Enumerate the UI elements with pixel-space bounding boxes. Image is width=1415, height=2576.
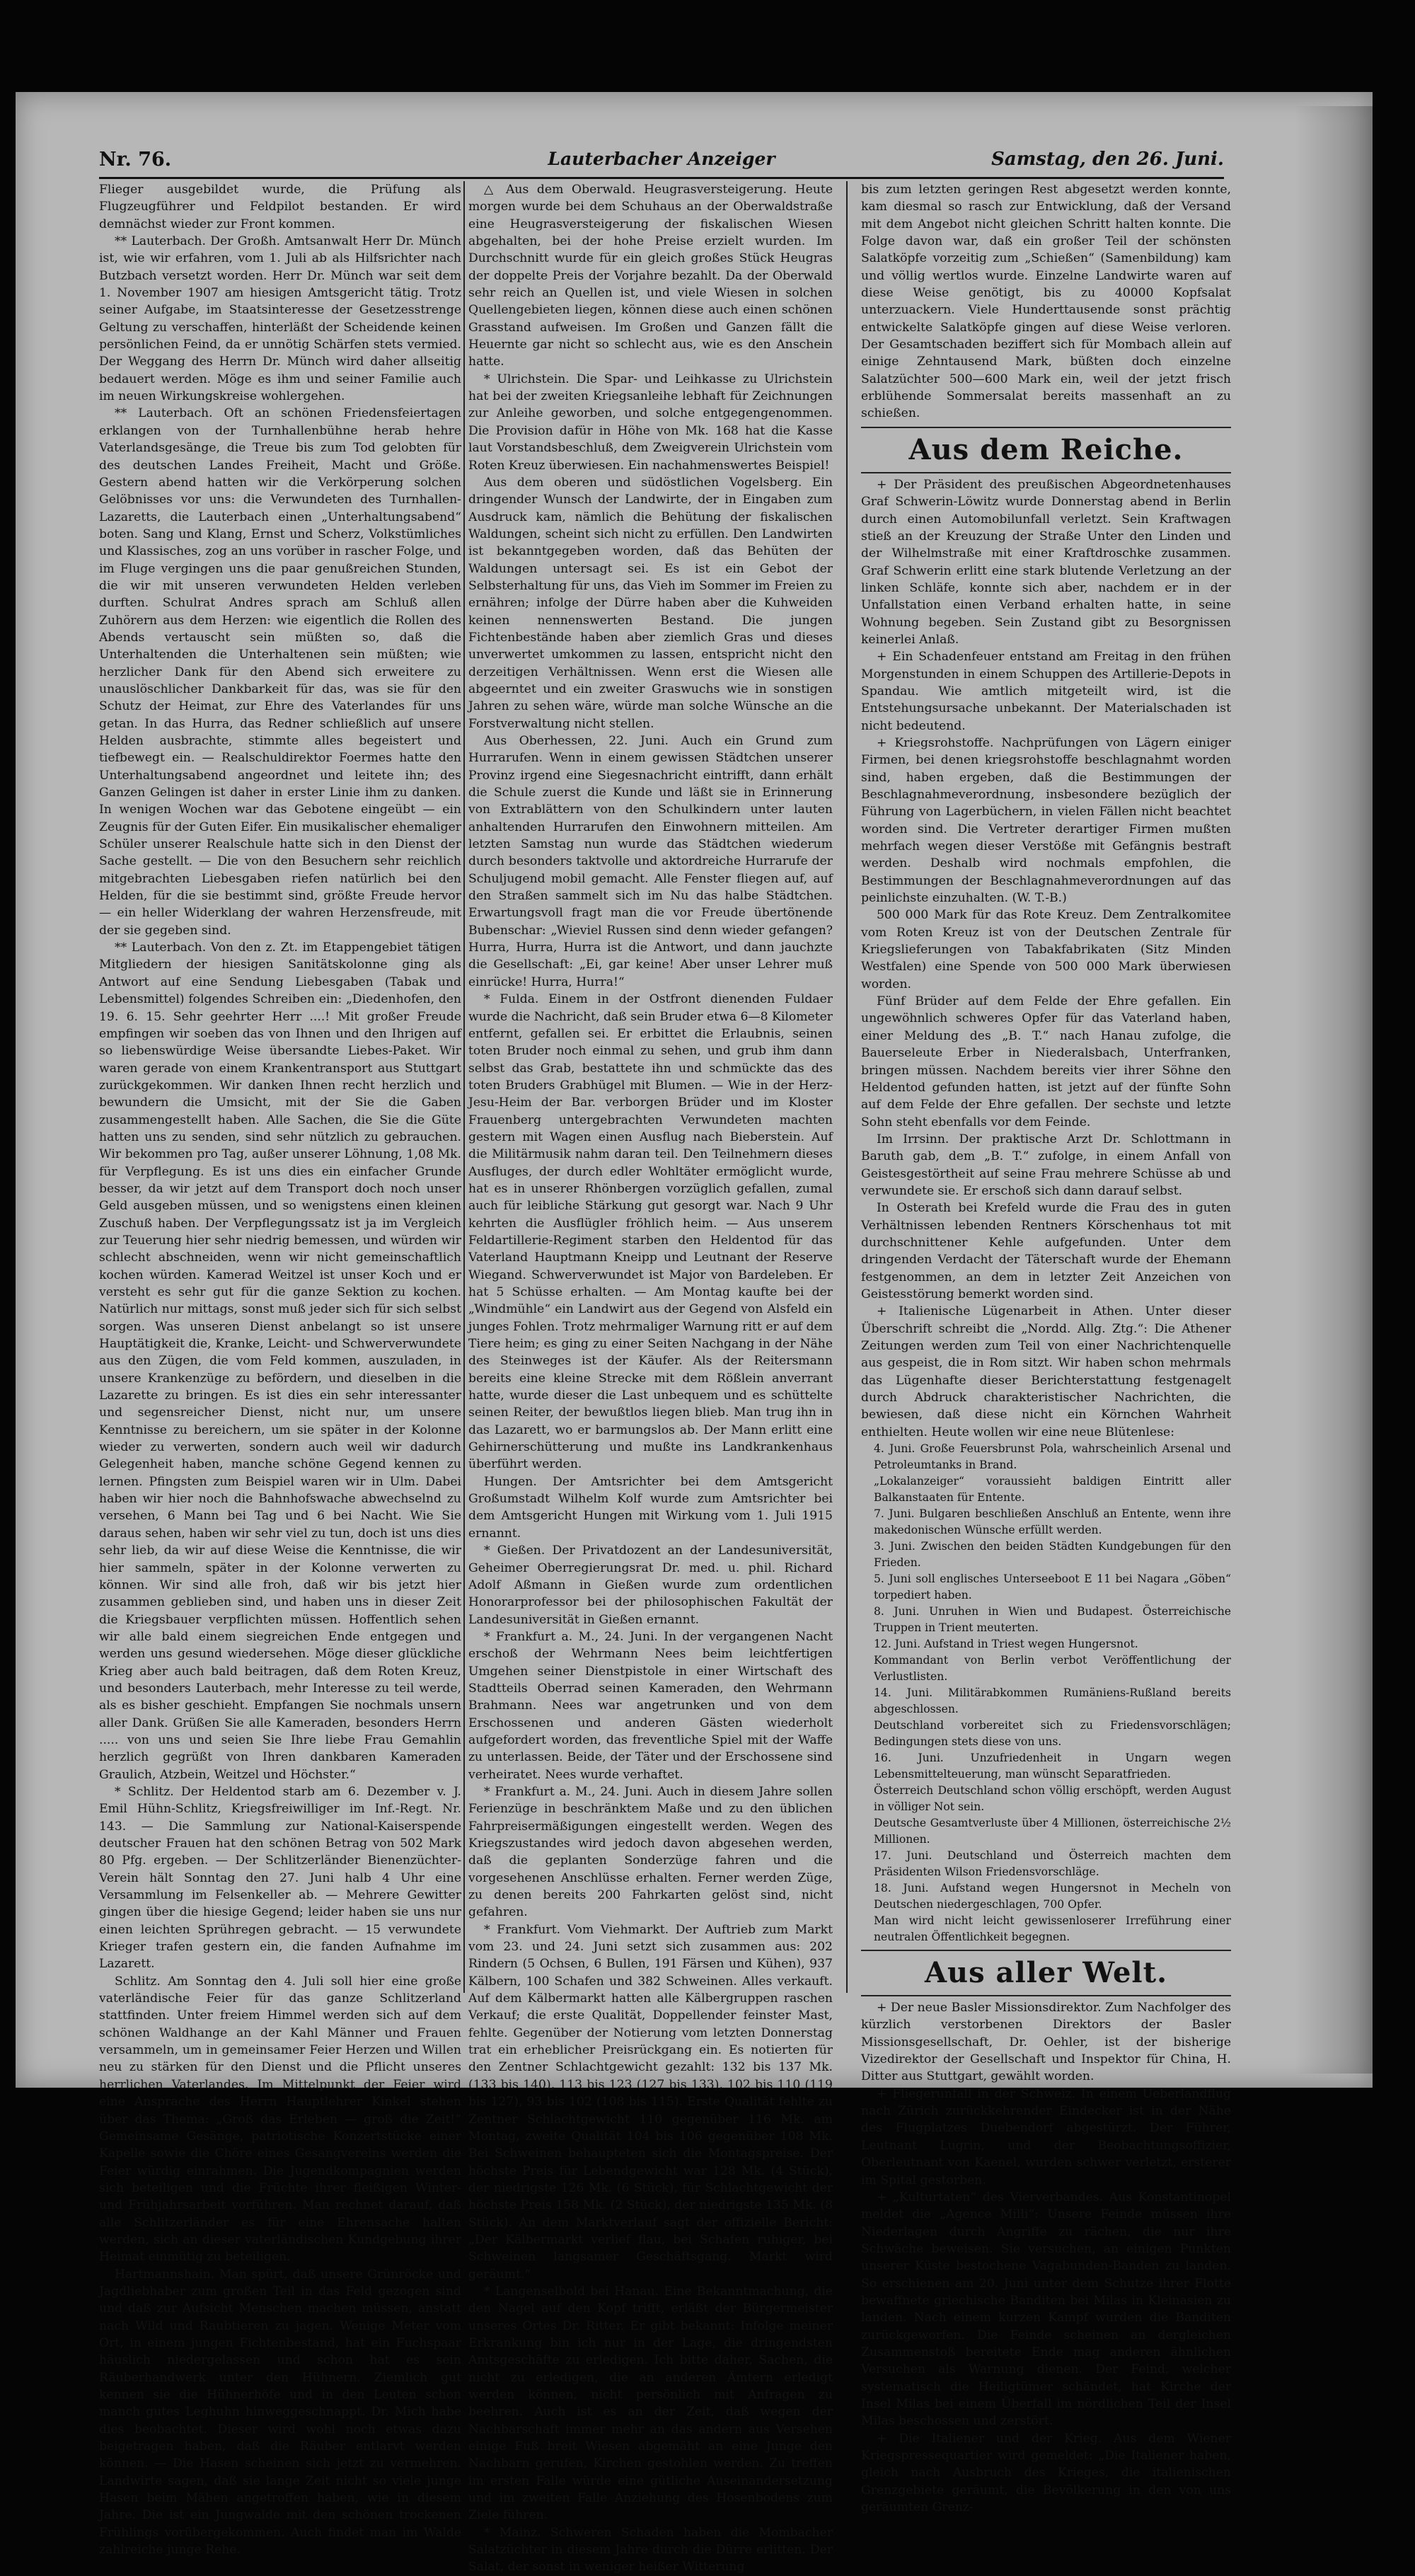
list-item: Kommandant von Berlin verbot Veröffentlichung der Verlustlisten. — [874, 1654, 1231, 1684]
article: * Ulrichstein. Die Spar- und Leihkasse zu Ulrichstein hat bei der zweiten Kriegsanleihe lebhaft für Zeichnungen zur Anleihe geworben, und solche entgegengenommen. Die Provision dafür in Höhe von Mk. 168 hat die Kasse laut Vorstandsbeschluß, dem Zweigverein Ulrichstein vom Roten Kreuz überwiesen. Ein nachahmenswertes Beispiel! — [468, 372, 833, 473]
issue-date: Samstag, den 26. Juni. — [991, 149, 1224, 170]
list-item: 16. Juni. Unzufriedenheit in Ungarn wegen Lebensmittelteuerung, man wünscht Separatfrieden. — [874, 1752, 1231, 1781]
article: Hungen. Der Amtsrichter bei dem Amtsgericht Großumstadt Wilhelm Kolf wurde zum Amtsrichter bei dem Amtsgericht Hungen mit Wirkung vom 1. Juli 1915 ernannt. — [468, 1474, 833, 1541]
article: * Gießen. Der Privatdozent an der Landesuniversität, Geheimer Oberregierungsrat Dr. med. u. phil. Richard Adolf Aßmann in Gießen wurde zum ordentlichen Honorarprofessor bei der philosophischen Fakultät der Landesuniversität in Gießen ernannt. — [468, 1543, 833, 1627]
article: + Kriegsrohstoffe. Nachprüfungen von Lägern einiger Firmen, bei denen kriegsrohstoffe beschlagnahmt worden sind, haben ergeben, daß die Bestimmungen der Beschlagnahmeverordnung, insbesondere bezüglich der Führung von Lagerbüchern, in vielen Fällen nicht beachtet worden sind. Die Vertreter derartiger Firmen mußten mehrfach wegen dieser Verstöße mit Gefängnis bestraft werden. Deshalb wird nochmals empfohlen, die Bestimmungen der Beschlagnahmeverordnungen auf das peinlichste einzuhalten. (W. T.-B.) — [861, 735, 1231, 906]
article: + Die Italiener und der Krieg. Aus dem Wiener Kriegspressequartier wird gemeldet: „Die Italiener haben, gleich nach Ausbruch des Krieges, die italienischen Grenzgebiete geräumt, die Bevölkerung in den von uns geräumten Grenz- — [861, 2431, 1231, 2515]
list-item: Österreich Deutschland schon völlig erschöpft, werden August in völliger Not sein. — [874, 1784, 1231, 1814]
section-heading-reich: Aus dem Reiche. — [861, 427, 1231, 473]
list-item: 12. Juni. Aufstand in Triest wegen Hungersnot. — [874, 1638, 1138, 1651]
article: Flieger ausgebildet wurde, die Prüfung als Flugzeugführer und Feldpilot bestanden. Er wird demnächst wieder zur Front kommen. — [99, 183, 461, 231]
article: * Frankfurt a. M., 24. Juni. Auch in diesem Jahre sollen Ferienzüge in beschränktem Maße und zu den üblichen Fahrpreisermäßigungen eingestellt werden. Wegen des Kriegszustandes wird jedoch davon abgesehen werden, daß die geplanten Sonderzüge fahren und die vorgesehenen Anschlüsse erhalten. Ferner werden Züge, zu denen bereits 200 Fahrkarten gelöst sind, nicht gefahren. — [468, 1784, 833, 1920]
list-item: 18. Juni. Aufstand wegen Hungersnot in Mecheln von Deutschen niedergeschlagen, 700 Opfer. — [874, 1882, 1231, 1911]
article: ** Lauterbach. Der Großh. Amtsanwalt Herr Dr. Münch ist, wie wir erfahren, vom 1. Juli ab als Hilfsrichter nach Butzbach versetzt worden. Herr Dr. Münch war seit dem 1. November 1907 am hiesigen Amtsgericht tätig. Trotz seiner Aufgabe, im Staatsinteresse der Gesetzesstrenge Geltung zu verschaffen, hinterläßt der Scheidende keinen persönlichen Feind, da er unnötig Schärfen stets vermied. Der Weggang des Herrn Dr. Münch wird daher allseitig bedauert werden. Möge es ihm und seiner Familie auch im neuen Wirkungskreise wohlergehen. — [99, 234, 461, 404]
article: * Frankfurt a. M., 24. Juni. In der vergangenen Nacht erschoß der Wehrmann Nees beim leichtfertigen Umgehen seiner Dienstpistole in einer Wirtschaft des Stadtteils Oberrad seinen Kameraden, den Wehrmann Brahmann. Nees war angetrunken und von dem Erschossenen und anderen Gästen wiederholt aufgefordert worden, das freventliche Spiel mit der Waffe zu unterlassen. Beide, der Täter und der Erschossene sind verheiratet. Nees wurde verhaftet. — [468, 1629, 833, 1782]
article: + Ein Schadenfeuer entstand am Freitag in den frühen Morgenstunden in einem Schuppen des Artillerie-Depots in Spandau. Wie amtlich mitgeteilt wird, ist die Entstehungsursache unbekannt. Der Materialschaden ist nicht bedeutend. — [861, 650, 1231, 733]
article: 500 000 Mark für das Rote Kreuz. Dem Zentralkomitee vom Roten Kreuz ist von der Deutschen Zentrale für Kriegslieferungen von Tabakfabrikaten (Sitz Minden Westfalen) eine Spende von 500 000 Mark überwiesen worden. — [861, 908, 1231, 991]
article: Fünf Brüder auf dem Felde der Ehre gefallen. Ein ungewöhnlich schweres Opfer für das Vaterland haben, einer Meldung des „B. T.“ nach Hanau zufolge, die Bauerseleute Erber in Niederalsbach, Unterfranken, bringen müssen. Nachdem bereits vier ihrer Söhne den Heldentod gefunden hatten, ist jetzt auf der fünfte Sohn auf dem Felde der Ehre gefallen. Der sechste und letzte Sohn steht ebenfalls vor dem Feinde. — [861, 994, 1231, 1129]
article: + Italienische Lügenarbeit in Athen. Unter dieser Überschrift schreibt die „Nordd. Allg. Ztg.“: Die Athener Zeitungen werden zum Teil von einer Nachrichtenquelle aus gespeist, die in Rom sitzt. Wir haben schon mehrmals das Lügenhafte dieser Berichterstattung festgenagelt durch Abdruck charakteristischer Nachrichten, die bewiesen, daß diese nicht ein Körnchen Wahrheit enthielten. Heute wollen wir eine neue Blütenlese: — [861, 1304, 1231, 1439]
article: Schlitz. Am Sonntag den 4. Juli soll hier eine große vaterländische Feier für das ganze Schlitzerland stattfinden. Unter freiem Himmel werden sich auf dem schönen Waldhange an der Kahl Männer und Frauen versammeln, um in gemeinsamer Feier Herzen und Willen neu zu stärken für den Dienst und die Pflicht unseres herrlichen Vaterlandes. Im Mittelpunkt der Feier wird eine Ansprache des Herrn Hauptlehrer Kinkel stehen über das Thema: „Groß das Erleben — groß die Zeit!“ Gemeinsame Gesänge, patriotische Konzertstücke einer Kapelle sowie die Chöre eines Gesangvereins werden die Feier würdig einrahmen. Die Jugendkompagnien werden sich beteiligen und die Früchte ihrer fleißigen Winter- und Frühjahrsarbeit vorführen. Man rechnet darauf, daß alle Schlitzerländer es für eine Ehrensache halten werden, sich an dieser vaterländischen Kundgebung ihrer Heimat einmütig zu beteiligen. — [99, 1974, 461, 2265]
page-header — [99, 149, 1224, 179]
newspaper-title: Lauterbacher Anzeiger — [548, 149, 775, 169]
article: ** Lauterbach. Oft an schönen Friedensfeiertagen erklangen von der Turnhallenbühne herab hehre Vaterlandsgesänge, die Treue bis zum Tod gelobten für des deutschen Landes Freiheit, Macht und Größe. Gestern abend hatten wir die Verkörperung solchen Gelöbnisses vor uns: die Verwundeten des Turnhallen-Lazaretts, die Lauterbach einen „Unterhaltungsabend“ boten. Sang und Klang, Ernst und Scherz, Volkstümliches und Klassisches, zog an uns vorüber in rascher Folge, und im Fluge vergingen uns die paar genußreichen Stunden, die wir mit unseren verwundeten Helden verleben durften. Schulrat Andres sprach am Schluß allen Zuhörern aus dem Herzen: wie eigentlich die Rollen des Abends vertauscht sein müßten so, daß die Unterhaltenden die Unterhaltenen sein müßten; wie herzlicher Dank für den Abend sich erweitere zu unauslöschlicher Dankbarkeit für das, was sie für den Schutz der Heimat, zur Ehre des Vaterlandes für uns getan. In das Hurra, das Redner schließlich auf unsere Helden ausbrachte, stimmte alles begeistert und tiefbewegt ein. — Realschuldirektor Foermes hatte den Unterhaltungsabend angeordnet und leitete ihn; des Ganzen Gelingen ist daher in erster Linie ihm zu danken. In wenigen Wochen war das Gebotene eingeübt — ein Zeugnis für der Guten Eifer. Ein musikalischer ehemaliger Schüler unserer Realschule hatte sich in den Dienst der Sache gestellt. — Die von den Besuchern sehr reichlich mitgebrachten Liebesgaben riefen natürlich bei den Helden, für die sie bestimmt sind, größte Freude hervor — ein heller Widerklang der wahren Herzensfreude, mit der sie gegeben sind. — [99, 406, 461, 938]
column-right — [861, 181, 1231, 2515]
article: Hartmannshain. Man spürt, daß unsere Grünröcke und Jagdliebhaber zum großen Teil in das Feld gezogen sind und daß zur Aufsicht Menschen machen müssen, anstatt nach Wild und Raubtieren zu jagen. Wenige Meter vom Ort, in einem jungen Fichtenbestand, hat ein Fuchspaar häuslich niedergelassen und schon hat es sein Räuberhandwerk unter den Hühnern. Ziemlich gut kennen sie die Hühnerhöfe und in den Leuten schon manch gutes Leghuhn hinweggeschnappt. Dr. Mich habe dies beobachtet. Dieser wird wohl noch etwas dazu beigetragen haben, daß die Räuber entlarvt werden können. — Die Hasen scheinen sich jetzt zu vermehren. Landwirte sagen, daß sie lange Zeit nicht so viele junge Hasen beim Mähen angetroffen haben, wie in diesem Jahre. Die ist ein Jungwalde mit den schönen trockenen Frühlings vorübergekommen. Auch findet man im Walde zahlreiche junge Rehe. — [99, 2267, 461, 2558]
column-rule — [463, 181, 465, 1993]
list-item: 3. Juni. Zwischen den beiden Städten Kundgebungen für den Frieden. — [874, 1540, 1231, 1570]
page-shadow — [1295, 106, 1373, 2074]
list-item: 17. Juni. Deutschland und Österreich machten dem Präsidenten Wilson Friedensvorschläge. — [874, 1849, 1231, 1879]
article: * Mainz. Schweren Schaden haben die Mombacher Salatzüchter in diesem Jahre durch die Dürre erlitten. Der Salat, der sonst in weniger heißer Witterung — [468, 2525, 833, 2575]
article: + Der neue Basler Missionsdirektor. Zum Nachfolger des kürzlich verstorbenen Direktors der Basler Missionsgesellschaft, Dr. Oehler, ist der bisherige Vizedirektor der Gesellschaft und Inspektor für China, H. Ditter aus Stuttgart, gewählt worden. — [861, 2001, 1231, 2084]
list-item: 14. Juni. Militärabkommen Rumäniens-Rußland bereits abgeschlossen. — [874, 1686, 1231, 1716]
article: Aus Oberhessen, 22. Juni. Auch ein Grund zum Hurrarufen. Wenn in einem gewissen Städtchen unserer Provinz irgend eine Siegesnachricht eintrifft, dann erhält die Schule zuerst die Kunde und läßt sie in Erinnerung von Extrablättern von den Schulkindern unter lauten anhaltenden Hurrarufen den Einwohnern mitteilen. Am letzten Samstag nun wurde das Städtchen wiederum durch besonders taktvolle und aktordreiche Hurrarufe der Schuljugend mobil gemacht. Alle Fenster fliegen auf, auf den Straßen sammelt sich im Nu das halbe Städtchen. Erwartungsvoll fragt man die vor Freude übertönende Bubenschar: „Wieviel Russen sind denn wieder gefangen? Hurra, Hurra, Hurra ist die Antwort, und dann jauchzte die Gesellschaft: „Ei, gar keine! Aber unser Lehrer muß einrücke! Hurra, Hurra!“ — [468, 734, 833, 989]
article: ** Lauterbach. Von den z. Zt. im Etappengebiet tätigen Mitgliedern der hiesigen Sanitätskolonne ging als Antwort auf eine Sendung Liebesgaben (Tabak und Lebensmittel) folgendes Schreiben ein: „Diedenhofen, den 19. 6. 15. Sehr geehrter Herr ....! Mit großer Freude empfingen wir soeben das von Ihnen und den Ihrigen auf so liebenswürdige Weise übersandte Liebes-Paket. Wir waren gerade von einem Krankentransport aus Stuttgart zurückgekommen. Wir danken Ihnen recht herzlich und bewundern die Umsicht, mit der Sie die Gaben zusammengestellt haben. Alle Sachen, die Sie die Güte hatten uns zu senden, sind sehr nützlich zu gebrauchen. Wir bekommen pro Tag, außer unserer Löhnung, 1,08 Mk. für Verpflegung. Es ist uns dies ein einfacher Grunde besser, da wir jetzt auf dem Transport doch noch unser Geld ausgeben müssen, und so wenigstens einen kleinen Zuschuß haben. Der Verpflegungssatz ist ja im Vergleich zur Teuerung hier sehr niedrig bemessen, und würden wir schlecht abschneiden, wenn wir nicht gemeinschaftlich kochen würden. Kamerad Weitzel ist unser Koch und er versteht es sehr gut für die ganze Sektion zu kochen. Natürlich nur mittags, sonst muß jeder sich für sich selbst sorgen. Was unseren Dienst anbelangt so ist unsere Hauptätigkeit die, Kranke, Leicht- und Schwerverwundete aus den Zügen, die vom Feld kommen, auszuladen, in unsere Krankenzüge zu befördern, und dieselben in die Lazarette zu bringen. Es ist dies ein sehr interessanter und segensreicher Dienst, nicht nur, um unsere Kenntnisse zu bereichern, um sie später in der Kolonne wieder zu verwerten, sondern auch weil wir dadurch Gelegenheit haben, manche schöne Gegend kennen zu lernen. Pfingsten zum Beispiel waren wir in Ulm. Dabei haben wir hier noch die Bahnhofswache abwechselnd zu versehen, 6 Mann bei Tag und 6 bei Nacht. Wie Sie daraus sehen, haben wir sehr viel zu tun, doch ist uns dies sehr lieb, da wir auf diese Weise die Kenntnisse, die wir hier sammeln, später in der Kolonne verwerten zu können. Wir sind alle froh, daß wir bis jetzt hier zusammen geblieben sind, und haben uns in dieser Zeit die Kriegsbauer verpflichten müssen. Hoffentlich sehen wir alle bald einem siegreichen Ende entgegen und werden uns gesund wiedersehen. Möge dieser glückliche Krieg aber auch bald beitragen, daß dem Roten Kreuz, und besonders Lauterbach, mehr Interesse zu teil werde, als es bisher geschieht. Empfangen Sie nochmals unsern aller Dank. Grüßen Sie alle Kameraden, besonders Herrn ..... von uns und seien Sie Ihre liebe Frau Gemahlin herzlich gegrüßt von Ihren dankbaren Kameraden Graulich, Atzbein, Weitzel und Höchster.“ — [99, 941, 461, 1782]
article: * Fulda. Einem in der Ostfront dienenden Fuldaer wurde die Nachricht, daß sein Bruder etwa 6—8 Kilometer entfernt, gefallen sei. Er erbittet die Erlaubnis, seinen toten Bruder noch einmal zu sehen, und grub ihm dann selbst das Grab, bestattete ihn und schmückte das des toten Bruders Grabhügel mit Blumen. — Wie in der Herz-Jesu-Heim der Bar. verborgen Brüder und im Kloster Frauenberg untergebrachten Verwundeten machten gestern mit Wagen einen Ausflug nach Bieberstein. Auf die Militärmusik nahm daran teil. Den Teilnehmern dieses Ausfluges, der durch edler Wohltäter ermöglicht wurde, hat es in unserer Rhönbergen vorzüglich gefallen, zumal auch für leibliche Stärkung gut gesorgt war. Nach 9 Uhr kehrten die Ausflügler fröhlich heim. — Aus unserem Feldartillerie-Regiment starben den Heldentod für das Vaterland Hauptmann Kneipp und Leutnant der Reserve Wiegand. Schwerverwundet ist Major von Bardeleben. Er hat 5 Schüsse erhalten. — Am Montag kaufte bei der „Windmühle“ ein Landwirt aus der Gegend von Alsfeld ein junges Fohlen. Trotz mehrmaliger Warnung ritt er auf dem Tiere heim; es ging zu einer Seiten Nachgang in der Nähe des Steinweges ist der Käufer. Als der Reitersmann bereits eine kleine Strecke mit dem Rößlein anverrant hatte, wurde dieser die Last unbequem und es schüttelte seinen Reiter, der bewußtlos liegen blieb. Man trug ihn in das Lazarett, wo er barmungslos ab. Der Mann erlitt eine Gehirnerschütterung und mußte ins Landkrankenhaus überführt werden. — [468, 992, 833, 1472]
list-item: „Lokalanzeiger“ voraussieht baldigen Eintritt aller Balkanstaaten für Entente. — [874, 1475, 1231, 1505]
column-left — [99, 181, 461, 2558]
article: bis zum letzten geringen Rest abgesetzt werden konnte, kam diesmal so rasch zur Entwicklung, daß der Versand mit dem Angebot nicht gleichen Schritt halten konnte. Die Folge davon war, daß ein großer Teil der schönsten Salatköpfe vorzeitig zum „Schießen“ (Samenbildung) kam und völlig wertlos wurde. Einzelne Landwirte waren auf diese Weise genötigt, bis zu 40000 Kopfsalat unterzuackern. Viele Hunderttausende sonst prächtig entwickelte Salatköpfe gingen auf diese Weise verloren. Der Gesamtschaden beziffert sich für Mombach allein auf einige Zehntausend Mark, büßten doch einzelne Salatzüchter 500—600 Mark ein, weil der jetzt frisch erblühende Sommersalat bereits massenhaft an zu schießen. — [861, 183, 1231, 421]
article: * Schlitz. Der Heldentod starb am 6. Dezember v. J. Emil Hühn-Schlitz, Kriegsfreiwilliger im Inf.-Regt. Nr. 143. — Die Sammlung zur National-Kaiserspende deutscher Frauen hat den schönen Betrag von 502 Mark 80 Pfg. ergeben. — Der Schlitzerländer Bienenzüchter-Verein hält Sonntag den 27. Juni halb 4 Uhr eine Versammlung im Felsenkeller ab. — Mehrere Gewitter gingen über die hiesige Gegend; leider haben sie uns nur einen leichten Sprühregen gebracht. — 15 verwundete Krieger trafen gestern ein, die fanden Aufnahme im Lazarett. — [99, 1784, 461, 1972]
news-list — [861, 1441, 1231, 1945]
article: △ Aus dem Oberwald. Heugrasversteigerung. Heute morgen wurde bei dem Schuhaus an der Oberwaldstraße eine Heugrasversteigerung der fiskalischen Wiesen abgehalten, bei der hohe Preise erzielt wurden. Im Durchschnitt wurde für ein gleich großes Stück Heugras der doppelte Preis der Vorjahre bezahlt. Da der Oberwald sehr reich an Quellen ist, und viele Wiesen in solchen Quellengebieten liegen, können diese auch einen schönen Grasstand aufweisen. Im Großen und Ganzen fällt die Heuernte gar nicht so schlecht aus, wie es den Anschein hatte. — [468, 183, 833, 369]
article: In Osterath bei Krefeld wurde die Frau des in guten Verhältnissen lebenden Rentners Körschenhaus tot mit durchschnittener Kehle aufgefunden. Unter dem dringenden Verdacht der Täterschaft wurde der Ehemann festgenommen, an dem in letzter Zeit Anzeichen von Geistesstörung bemerkt worden sind. — [861, 1201, 1231, 1301]
article: Im Irrsinn. Der praktische Arzt Dr. Schlottmann in Baruth gab, dem „B. T.“ zufolge, in einem Anfall von Geistesgestörtheit auf seine Frau mehrere Schüsse ab und verwundete sie. Er erschoß sich dann darauf selbst. — [861, 1132, 1231, 1198]
issue-number: Nr. 76. — [99, 149, 172, 171]
list-item: Deutsche Gesamtverluste über 4 Millionen, österreichische 2½ Millionen. — [874, 1817, 1231, 1846]
article: + Der Präsident des preußischen Abgeordnetenhauses Graf Schwerin-Löwitz wurde Donnerstag abend in Berlin durch einen Automobilunfall verletzt. Sein Kraftwagen stieß an der Kreuzung der Straße Unter den Linden und der Wilhelmstraße mit einer Kraftdroschke zusammen. Graf Schwerin erlitt eine stark blutende Verletzung an der linken Schläfe, konnte sich aber, nachdem er in der Unfallstation einen Verband erhalten hatte, in seine Wohnung begeben. Sein Zustand gibt zu Besorgnissen keinerlei Anlaß. — [861, 477, 1231, 647]
list-item: 5. Juni soll englisches Unterseeboot E 11 bei Nagara „Göben“ torpediert haben. — [874, 1572, 1231, 1602]
list-item: Man wird nicht leicht gewissenloserer Irreführung einer neutralen Öffentlichkeit begegnen. — [874, 1914, 1231, 1944]
list-item: 8. Juni. Unruhen in Wien und Budapest. Österreichische Truppen in Trient meuterten. — [874, 1605, 1231, 1635]
column-middle — [468, 181, 833, 2575]
article: + Fliegerunfall in der Schweiz. In einem Ueberlandflug nach Zürich zurückkehrender Eindecker ist in der Nähe des Flugplatzes Duebendorf abgestürzt. Der Führer, Leutnant Lugrin, und der Beobachtungsoffizier, Oberleutnant von Kaenel, wurden schwer verletzt, ersterer im Spital gestorben. — [861, 2086, 1231, 2187]
article: * Langenselbold bei Hanau. Eine Bekanntmachung, die den Nagel auf den Kopf trifft, erläßt der Bürgermeister unseres Ortes Dr. Ritter. Er gibt bekannt: Infolge meiner Erkrankung bin ich nur in der Lage, die dringendsten Amtsgeschäfte zu erledigen. Ich bitte daher, Sachen, die nicht zu erledigen, die an anderen Ämtern erledigt werden können, nicht persönlich mit Anfragen zu beehren. Auch ist es an der Zeit, daß wegen der Nachbarschaft immer mehr an das andern aus Versehen einige Fuß breit Wiesen abgemäht an eine Junge den Nachbarn gerufen, Kirchen gestohlen werden. Zu treffen im ersten Falle würde eine gütliche Auseinandersetzung und im zweiten Falle Anziehung des Hosenbodens zum Ziele führen. — [468, 2284, 833, 2523]
article: * Frankfurt. Vom Viehmarkt. Der Auftrieb zum Markt vom 23. und 24. Juni setzt sich zusammen aus: 202 Rindern (5 Ochsen, 6 Bullen, 191 Färsen und Kühen), 937 Kälbern, 100 Schafen und 382 Schweinen. Alles verkauft. Auf dem Kälbermarkt hatten alle Kälbergruppen raschen Verkauf; die erste Qualität, Doppellender feinster Mast, fehlte. Gegenüber der Notierung vom letzten Donnerstag trat ein erheblicher Preisrückgang ein. Es notierten für den Zentner Schlachtgewicht gezahlt: 132 bis 137 Mk. (133 bis 140), 113 bis 123 (127 bis 133), 102 bis 110 (119 bis 127), 93 bis 102 (108 bis 115). Erste Qualität fehlte zu Zentner Schlachtgewicht 110 gegenüber 116 Mk. am Montag, zweite Qualität 104 bis 106 gegenüber 108 Mk. Bei Schweinen behaupteten sich die Montagspreise. Der höchste Preis für Lebendgewicht war 128 Mk. (4 Stück), der niedrigste 126 Mk. (6 Stück), für Schlachtgewicht der höchste Preis 158 Mk. (2 Stück), der niedrigste 135 Mk. (8 Stück). An dem Marktverlauf sagt der offizielle Bericht: „Der Kälbermarkt verlief flau, bei Schafen ruhiger, bei Schweinen langsamer Geschäftsgang. Markt wird geräumt.“ — [468, 1922, 833, 2282]
article: Aus dem oberen und südöstlichen Vogelsberg. Ein dringender Wunsch der Landwirte, der in Eingaben zum Ausdruck kam, nämlich die Behütung der fiskalischen Waldungen, scheint sich nicht zu erfüllen. Den Landwirten ist bekanntgegeben worden, daß das Behüten der Waldungen untersagt sei. Es ist ein Gebot der Selbsterhaltung für uns, das Vieh im Sommer im Freien zu ernähren; infolge der Dürre haben aber die Kuhweiden keinen nennenswerten Bestand. Die jungen Fichtenbestände haben aber ziemlich Gras und dieses unverwertet umkommen zu lassen, entspricht nicht den derzeitigen Verhältnissen. Wenn erst die Wiesen alle abgeerntet und ein zweiter Graswuchs wie in sonstigen Jahren zu sehen wäre, würde man solche Wünsche an die Forstverwaltung nicht stellen. — [468, 475, 833, 731]
column-rule — [846, 181, 848, 1993]
list-item: Deutschland vorbereitet sich zu Friedensvorschlägen; Bedingungen stets diese von uns. — [874, 1719, 1231, 1749]
article: + „Kulturtaten“ des Vierverbandes. Aus Konstantinopel meldet die „Agence Milli“: Unsere Feinde müssen ihre Niederlagen durch Angriffe zu rächen, die nur ihre Schwäche beweisen. Sie versuchen, an einigen Punkten unserer Küste bestochene Vagabunden-Banden zu landen. So erschienen am 20. Juni unter dem Schutze ihrer Flotte bewaffnete griechische Banditen bei Milas in Kleinasien zu landen. Nach einem kurzen Kampf wurden die Banditen zurückgeworfen. Die Feinde scheinen an dergleichen Zusammenstoß bereitete Ende mag anderen ähnlichen Versuchen als Warnung dienen. Der Feind, welcher systematisch die Heiligtümer schändet, hat Kirche der Insel Milas bei einem Überfall im nördlichen Teil der Insel Milas beschossen und zerstört. — [861, 2190, 1231, 2429]
list-item: 7. Juni. Bulgaren beschließen Anschluß an Entente, wenn ihre makedonischen Wünsche erfüllt werden. — [874, 1507, 1231, 1537]
section-heading-welt: Aus aller Welt. — [861, 1950, 1231, 1996]
list-item: 4. Juni. Große Feuersbrunst Pola, wahrscheinlich Arsenal und Petroleumtanks in Brand. — [874, 1442, 1231, 1472]
